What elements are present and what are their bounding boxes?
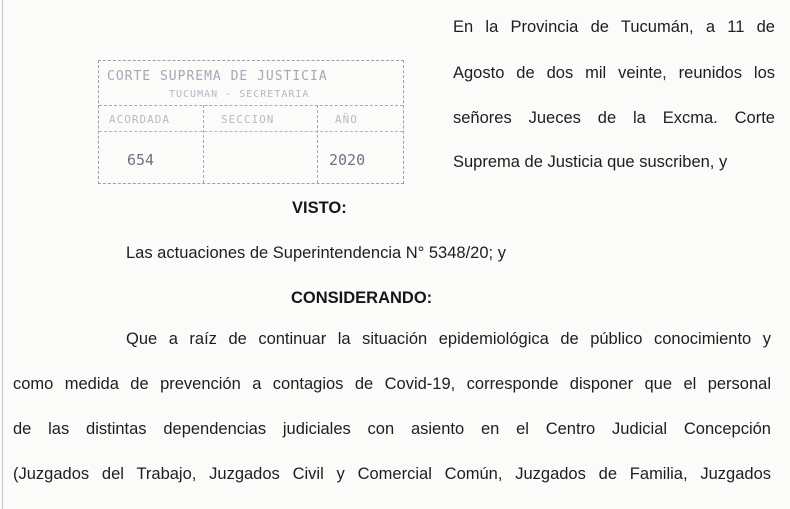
intro-line: En la Provincia de Tucumán, a 11 de [453, 18, 775, 36]
stamp-divider [99, 105, 403, 106]
stamp-acordada-number: 654 [127, 151, 155, 169]
considerando-line: como medida de prevención a contagios de Covid-19, corresponde disponer que el personal [13, 375, 771, 393]
stamp-acordada-label: ACORDADA [109, 113, 170, 126]
stamp-title: CORTE SUPREMA DE JUSTICIA [107, 69, 328, 84]
intro-line: señores Jueces de la Excma. Corte [453, 109, 775, 127]
stamp-column-divider [203, 105, 204, 183]
court-stamp [98, 60, 404, 184]
visto-heading: VISTO: [292, 199, 347, 217]
considerando-line: Que a raíz de continuar la situación epidemiológica de público conocimiento y [126, 330, 771, 348]
stamp-seccion-label: SECCION [221, 113, 275, 126]
considerando-line: de las distintas dependencias judiciales con asiento en el Centro Judicial Concepción [13, 420, 771, 438]
stamp-column-divider [317, 105, 318, 183]
intro-line: Agosto de dos mil veinte, reunidos los [453, 64, 775, 82]
page-edge-line [2, 0, 3, 509]
stamp-subtitle: TUCUMAN - SECRETARIA [169, 89, 310, 100]
considerando-heading: CONSIDERANDO: [291, 289, 433, 307]
stamp-year: 2020 [329, 151, 366, 169]
stamp-anio-label: AÑO [335, 113, 358, 126]
visto-text: Las actuaciones de Superintendencia N° 5348/20; y [126, 244, 506, 262]
stamp-divider [99, 131, 403, 132]
considerando-line: (Juzgados del Trabajo, Juzgados Civil y Comercial Común, Juzgados de Familia, Juzgados [13, 465, 771, 483]
intro-line: Suprema de Justicia que suscriben, y [453, 153, 728, 171]
